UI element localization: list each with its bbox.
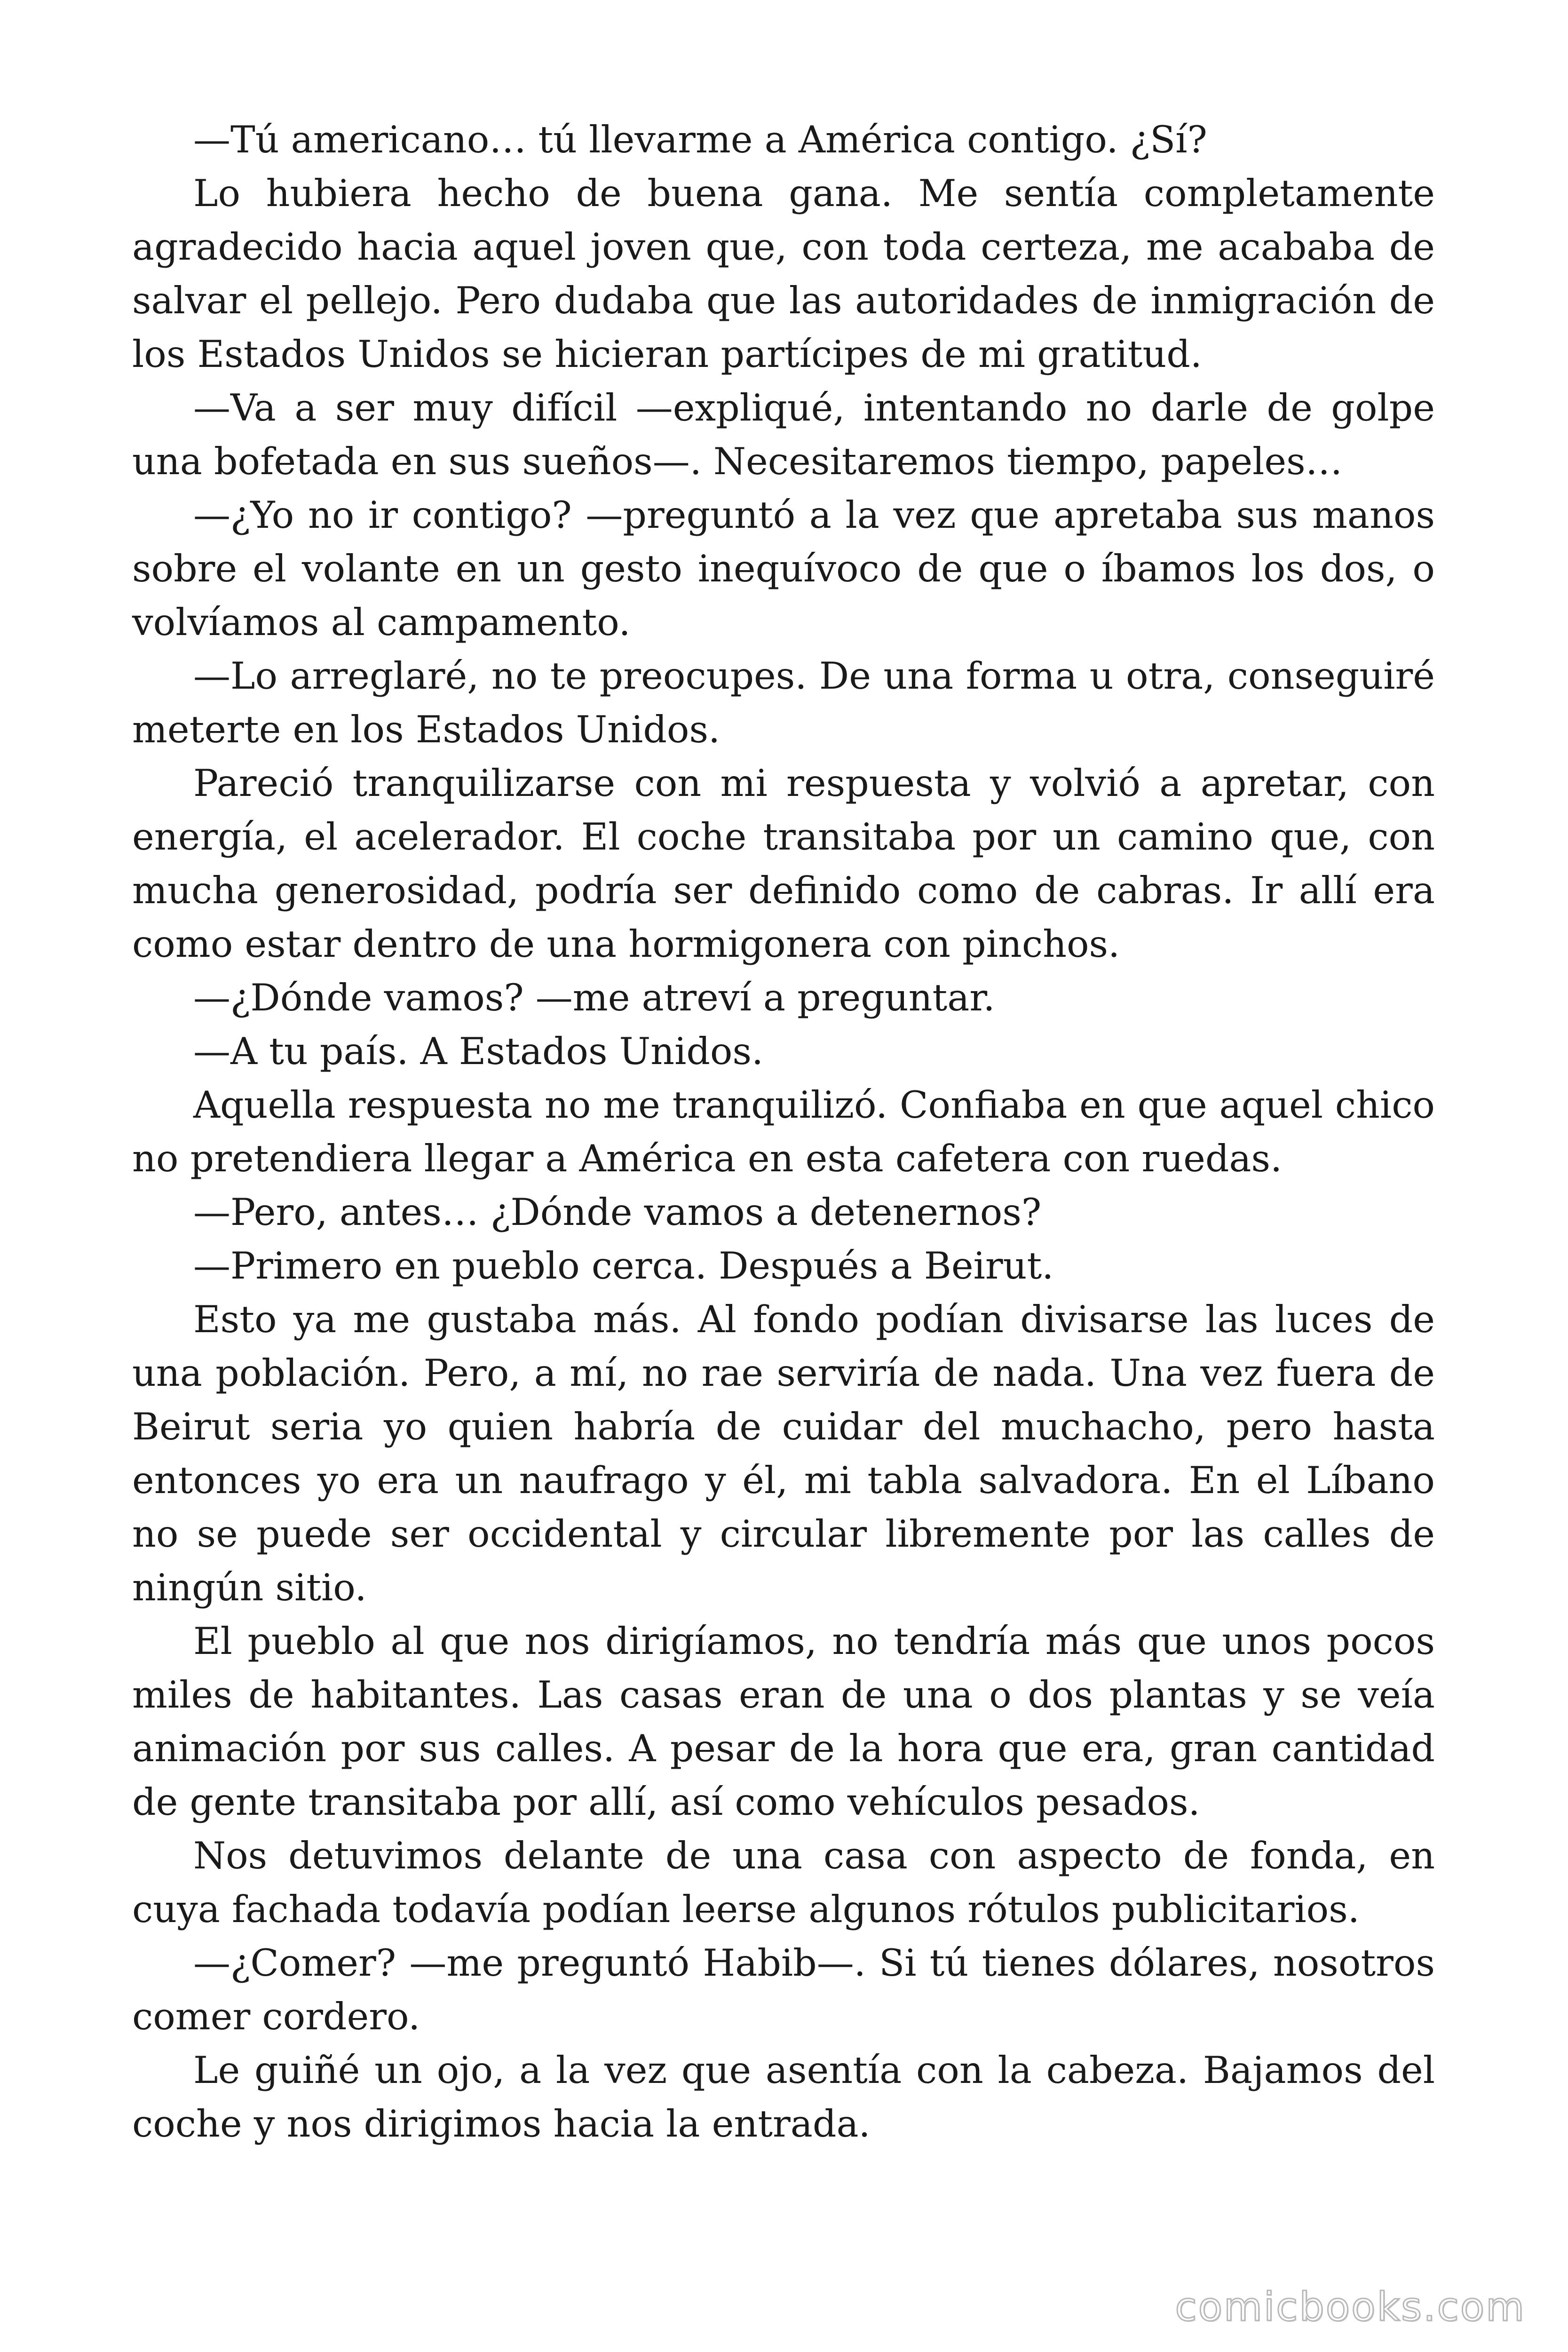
paragraph: —¿Yo no ir contigo? —preguntó a la vez que apretaba sus manos sobre el volante en un gesto inequívoco de que o íbamos los dos, o volvíamos al campamento.	[132, 493, 1435, 644]
paragraph: —Lo arreglaré, no te preocupes. De una forma u otra, conseguiré meterte en los Estados Unidos.	[132, 654, 1435, 751]
paragraph: —Pero, antes… ¿Dónde vamos a detenernos?	[193, 1191, 1042, 1234]
paragraph: Nos detuvimos delante de una casa con aspecto de fonda, en cuya fachada todavía podían leerse algunos rótulos publicitarios.	[132, 1834, 1435, 1931]
paragraph: —Primero en pueblo cerca. Después a Beirut.	[193, 1244, 1054, 1287]
body-text	[132, 113, 1435, 2151]
paragraph: —¿Comer? —me preguntó Habib—. Si tú tienes dólares, nosotros comer cordero.	[132, 1941, 1435, 2038]
paragraph: El pueblo al que nos dirigíamos, no tendría más que unos pocos miles de habitantes. Las casas eran de una o dos plantas y se veía animación por sus calles. A pesar de la hora que era, gran cantidad de gente transitaba por allí, así como vehículos pesados.	[132, 1620, 1435, 1824]
paragraph: Aquella respuesta no me tranquilizó. Confiaba en que aquel chico no pretendiera llegar a América en esta cafetera con ruedas.	[132, 1083, 1435, 1180]
paragraph: —¿Dónde vamos? —me atreví a preguntar.	[193, 976, 995, 1019]
paragraph: —Va a ser muy difícil —expliqué, intentando no darle de golpe una bofetada en sus sueños—. Necesitaremos tiempo, papeles…	[132, 386, 1435, 483]
paragraph: Lo hubiera hecho de buena gana. Me sentía completamente agradecido hacia aquel joven que, con toda certeza, me acababa de salvar el pellejo. Pero dudaba que las autoridades de inmigración de los Estados Unidos se hicieran partícipes de mi gratitud.	[132, 172, 1435, 376]
paragraph: Le guiñé un ojo, a la vez que asentía con la cabeza. Bajamos del coche y nos dirigimos hacia la entrada.	[132, 2049, 1435, 2145]
paragraph: Esto ya me gustaba más. Al fondo podían divisarse las luces de una población. Pero, a mí, no rae serviría de nada. Una vez fuera de Beirut seria yo quien habría de cuidar del muchacho, pero hasta entonces yo era un naufrago y él, mi tabla salvadora. En el Líbano no se puede ser occidental y circular libremente por las calles de ningún sitio.	[132, 1298, 1435, 1609]
watermark: comicbooks.com	[1175, 2284, 1526, 2330]
paragraph: Pareció tranquilizarse con mi respuesta y volvió a apretar, con energía, el acelerador. El coche transitaba por un camino que, con mucha generosidad, podría ser definido como de cabras. Ir allí era como estar dentro de una hormigonera con pinchos.	[132, 762, 1435, 966]
paragraph: —Tú americano… tú llevarme a América contigo. ¿Sí?	[193, 118, 1207, 161]
paragraph: —A tu país. A Estados Unidos.	[193, 1030, 764, 1073]
